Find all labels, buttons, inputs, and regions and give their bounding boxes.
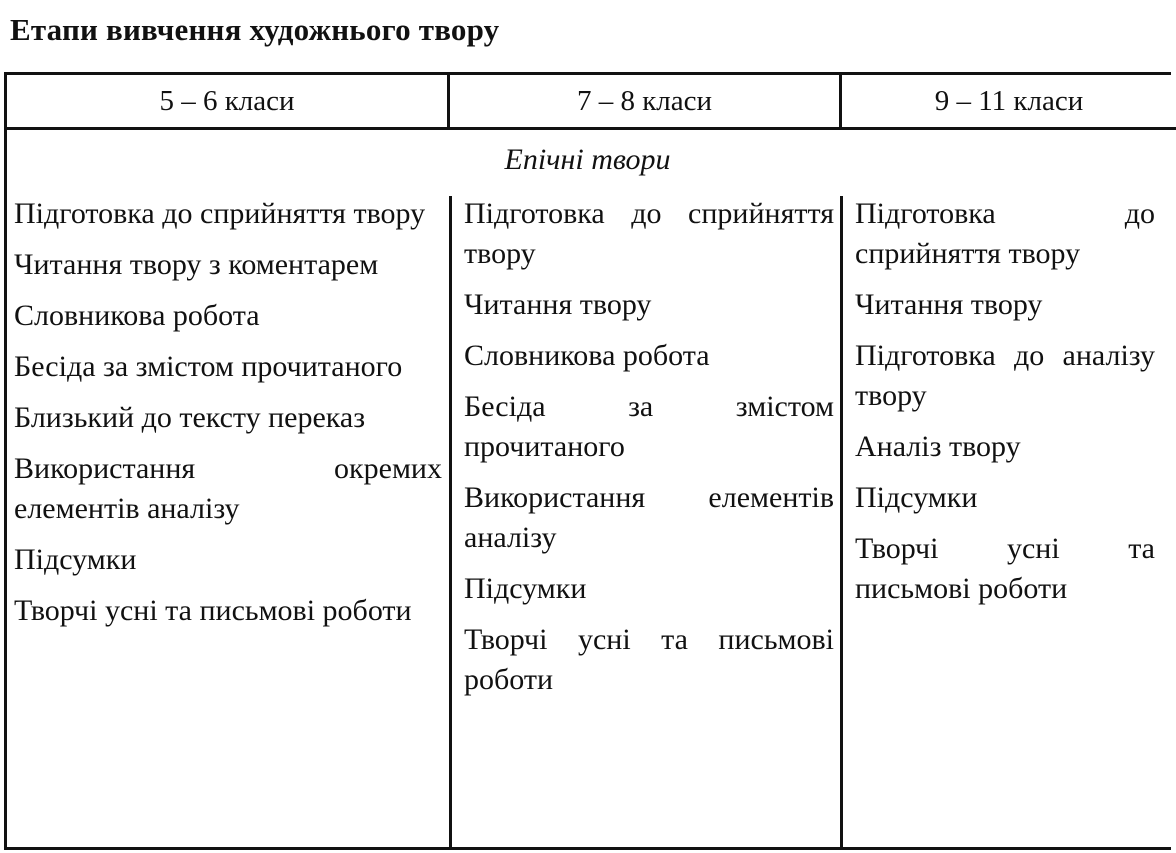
column-9-11 [855, 194, 1155, 620]
list-item: Підсумки [464, 572, 587, 605]
list-item: Словникова робота [14, 299, 260, 332]
list-item: Бесіда за змістом прочитаного [14, 350, 403, 383]
list-item: Словникова робота [464, 339, 710, 372]
header-cell-9-11: 9 – 11 класи [934, 85, 1084, 117]
column-divider [449, 196, 452, 850]
list-item: Творчі усні та письмові роботи [855, 532, 1155, 605]
header-cell-7-8: 7 – 8 класи [576, 85, 713, 117]
list-item: Використання елементів аналізу [464, 481, 834, 554]
header-divider [4, 127, 1176, 130]
list-item: Використання окремих елементів аналізу [14, 452, 442, 525]
section-label: Епічні твори [504, 143, 671, 176]
header-cell-5-6: 5 – 6 класи [159, 85, 295, 117]
list-item: Підготовка до сприйняття твору [14, 197, 426, 230]
list-item: Підготовка до сприйняття твору [464, 197, 834, 270]
list-item: Аналіз твору [855, 430, 1021, 463]
page-title: Етапи вивчення художнього твору [10, 12, 500, 47]
list-item: Бесіда за змістом прочитаного [464, 390, 834, 463]
list-item: Близький до тексту переказ [14, 401, 366, 434]
list-item: Творчі усні та письмові роботи [464, 623, 834, 696]
list-item: Читання твору [464, 288, 652, 321]
list-item: Підготовка до аналізу твору [855, 339, 1155, 412]
column-7-8 [464, 194, 834, 711]
column-divider [840, 196, 843, 850]
list-item: Читання твору [855, 288, 1043, 321]
list-item: Творчі усні та письмові роботи [14, 594, 412, 627]
list-item: Читання твору з коментарем [14, 248, 379, 281]
list-item: Підсумки [855, 481, 978, 514]
list-item: Підготовка до сприйняття твору [855, 197, 1155, 270]
column-5-6 [14, 194, 442, 642]
list-item: Підсумки [14, 543, 137, 576]
